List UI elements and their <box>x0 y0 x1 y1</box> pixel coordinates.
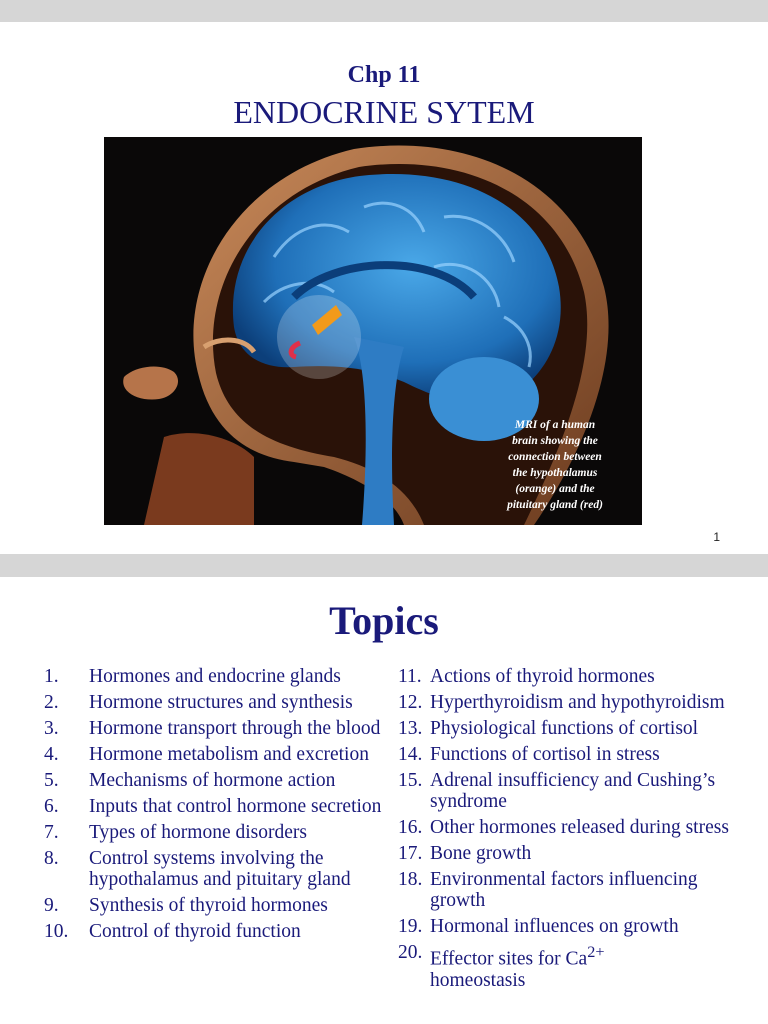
list-item: 4. Hormone metabolism and excretion <box>44 744 369 765</box>
slide-1 <box>0 22 768 554</box>
list-item: 1. Hormones and endocrine glands <box>44 666 341 687</box>
list-item: 6. Inputs that control hormone secretion <box>44 796 382 817</box>
list-item: 11. Actions of thyroid hormones <box>398 666 655 687</box>
list-item: 5. Mechanisms of hormone action <box>44 770 336 791</box>
list-item: 20. Effector sites for $Ca^{2+}$ homeostasis <box>398 942 605 991</box>
list-item: 7. Types of hormone disorders <box>44 822 307 843</box>
list-item: 19. Hormonal influences on growth <box>398 916 679 937</box>
mri-caption: MRI of a human brain showing the connection between the hypothalamus (orange) and the pituitary gland (red) <box>507 419 603 511</box>
list-item: 16. Other hormones released during stress <box>398 817 729 838</box>
list-item: 9. Synthesis of thyroid hormones <box>44 895 328 916</box>
topics-heading: Topics <box>329 598 439 643</box>
list-item: 10. Control of thyroid function <box>44 921 301 942</box>
list-item: 3. Hormone transport through the blood <box>44 718 381 739</box>
list-item: 18. Environmental factors influencing growth <box>398 869 698 911</box>
list-item: 17. Bone growth <box>398 843 532 864</box>
list-item: 8. Control systems involving the hypothalamus and pituitary gland <box>44 848 351 890</box>
mri-brain-image <box>104 137 642 525</box>
topics-list-left <box>44 666 384 947</box>
list-item: 14. Functions of cortisol in stress <box>398 744 660 765</box>
slide-2 <box>0 577 768 1024</box>
list-item: 12. Hyperthyroidism and hypothyroidism <box>398 692 725 713</box>
list-item: 13. Physiological functions of cortisol <box>398 718 699 739</box>
chapter-label: Chp 11 <box>347 62 421 88</box>
list-item: 2. Hormone structures and synthesis <box>44 692 353 713</box>
slide-title: ENDOCRINE SYTEM <box>233 94 535 130</box>
page-number: 1 <box>713 530 720 544</box>
topics-list-right <box>398 666 738 996</box>
list-item: 15. Adrenal insufficiency and Cushing’s syndrome <box>398 770 716 812</box>
